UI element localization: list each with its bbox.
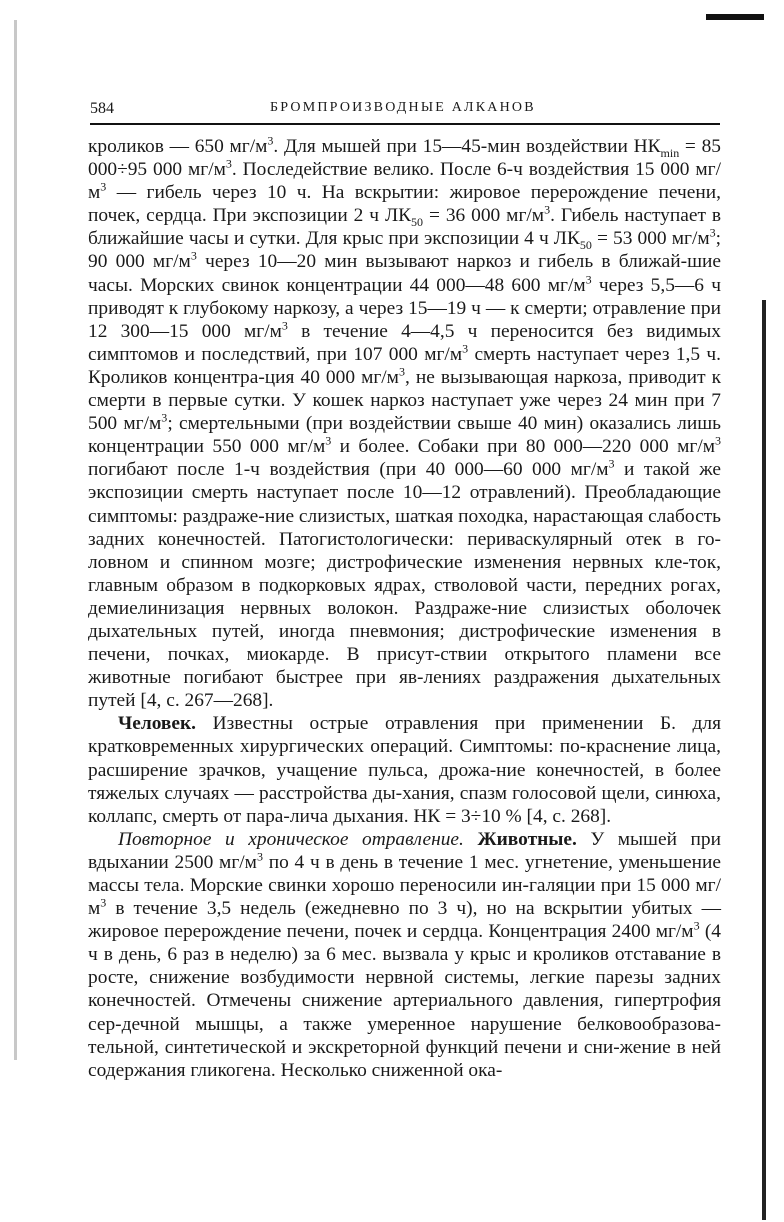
superscript: 3 [544,202,551,217]
text-run: ; смертельными (при воздействии свыше 40 мин) оказались лишь концентрации 550 000 мг/м [88,413,721,458]
text-run: . Для мышей при 15—45-мин воздействии НК [273,136,661,157]
paragraph-acute-animals [88,135,721,712]
superscript: 3 [608,456,615,471]
text-run: . Гибель наступает в ближайшие часы и сутки. Для крыс при экспозиции 4 ч ЛК [88,205,722,250]
text-run: в течение 4—4,5 ч переносится без видимых симптомов и последствий, при 107 000 мг/м [88,320,721,365]
text-run: (4 ч в день, 6 раз в неделю) за 6 мес. вызвала у крыс и кроликов отставание в росте, снижение возбудимости нервной системы, легкие парезы задних конечностей. Отмечены снижение артериального давления, гипертрофия сер-дечной мышцы, а также умеренное нарушение белковообразова-тельной, синтетической и экскреторной функций печени и сни-жение в ней содержания гликогена. Несколько сниженной ока- [88,921,721,1081]
run-in-heading-human: Человек. [118,713,197,735]
body-text [88,135,721,1082]
superscript: 3 [256,849,263,864]
paragraph-human [88,712,721,827]
text-run: , не вызывающая наркоза, приводит к смерти в первые сутки. У кошек наркоз наступает уже через 24 мин при 7 500 мг/м [88,366,722,435]
superscript: 3 [190,249,197,263]
superscript: 3 [100,895,107,910]
text-run: погибают после 1-ч воздействия (при 40 000—60 000 мг/м [88,459,609,481]
subscript: 50 [411,215,424,230]
page-right-edge [762,300,766,1220]
text-run: = 53 000 мг/м [591,228,710,250]
header-rule [90,123,720,125]
text-run: по 4 ч в день в течение 1 мес. угнетение, уменьшение массы тела. Морские свинки хорошо переносили ин-галяции при 15 000 мг/м [88,851,722,920]
text-run: через 10—20 мин вызывают наркоз и гибель в ближай-шие часы. Морских свинок концентрации 44 000—48 600 мг/м [88,251,721,296]
text-run: ; 90 000 мг/м [88,228,722,273]
run-in-heading-animals: Животные. [463,828,577,850]
top-rule [706,14,764,20]
text-run: и такой же экспозиции смерть наступает после 10—12 отравлений). Преобладающие симптомы: раздраже-ние слизистых, шаткая походка, нарастающая слабость задних конечностей. Патогистологически: периваскулярный отек в го-ловном и спинном мозге; дистрофические изменения нервных кле-ток, главным образом в подкорковых ядрах, стволовой части, передних рогах, демиелинизация нервных волокон. Раздраже-ние слизистых оболочек дыхательных путей, иногда пневмония; дистрофические изменения в печени, почках, миокарде. В присут-ствии открытого пламени все животные погибают быстрее при яв-лениях раздражения дыхательных путей [4, с. 267—268]. [88,459,721,712]
subscript: 50 [579,238,592,253]
text-run: Известны острые отравления при применении Б. для кратковременных хирургических операций. Симптомы: по-краснение лица, расширение зрачков, учащение пульса, дрожа-ние конечностей, в более тяжелых случаях — расстройства ды-хания, спазм голосовой щели, синюха, коллапс, смерть от пара-лича дыхания. НК = 3÷10 % [4, с. 268]. [88,713,721,827]
page-header [90,100,720,122]
superscript: 3 [267,133,274,148]
section-heading-chronic: Повторное и хроническое отравление. [118,828,464,850]
text-run: = 36 000 мг/м [423,205,545,227]
text-run: — гибель через 10 ч. На вскрытии: жировое перерождение печени, почек, сердца. При экспозиции 2 ч ЛК [88,182,721,227]
superscript: 3 [100,179,107,194]
text-run: и более. Собаки при 80 000—220 000 мг/м [331,436,715,458]
text-run: . Последействие велико. После 6-ч воздействия 15 000 мг/м [88,159,721,204]
superscript: 3 [709,225,716,240]
text-run: кроликов — 650 мг/м [88,136,268,157]
superscript: 3 [225,156,232,171]
superscript: 3 [693,918,700,933]
paragraph-chronic [88,828,721,1082]
text-run: смерть наступает через 1,5 ч. Кроликов концентра-ция 40 000 мг/м [88,343,721,388]
text-run: в течение 3,5 недель (ежедневно по 3 ч), но на вскрытии убитых — жировое перерождение печени, почек и сердца. Концентрация 2400 мг/м [88,898,721,943]
superscript: 3 [714,433,721,448]
superscript: 3 [462,341,469,356]
superscript: 3 [398,364,405,379]
page-left-edge [14,20,17,1060]
superscript: 3 [281,318,288,333]
page-number: 584 [90,100,114,117]
superscript: 3 [325,433,332,448]
superscript: 3 [161,410,168,425]
text-run: = 85 000÷95 000 мг/м [88,136,721,181]
running-title: БРОМПРОИЗВОДНЫЕ АЛКАНОВ [270,100,536,115]
superscript: 3 [585,272,592,287]
text-run: через 5,5—6 ч приводят к глубокому наркозу, а через 15—19 ч — к смерти; отравление при 12 300—15 000 мг/м [88,274,721,342]
subscript: min [660,145,680,160]
text-run: У мышей при вдыхании 2500 мг/м [88,828,721,873]
